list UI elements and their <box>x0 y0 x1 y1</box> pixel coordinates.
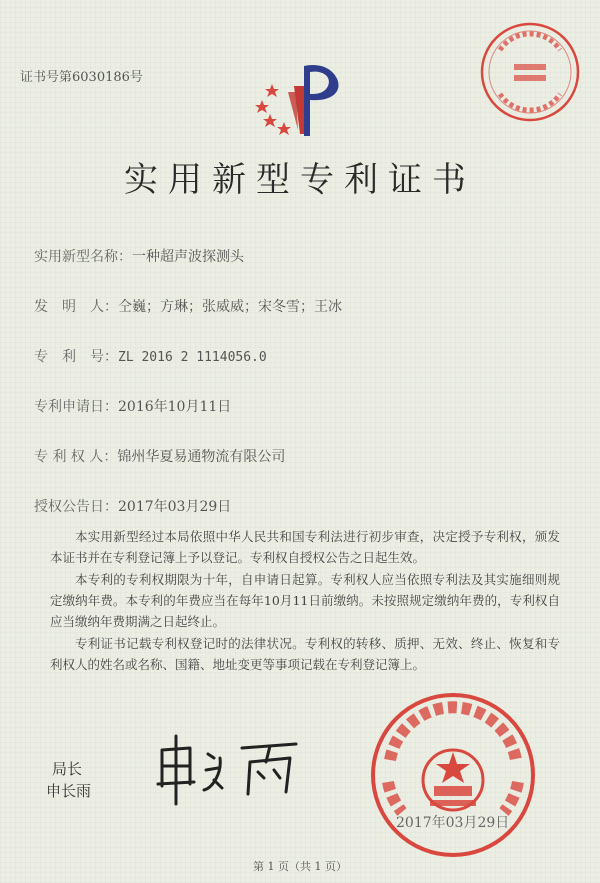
patentee-row <box>34 446 285 466</box>
filing-date-label: 专利申请日： <box>34 399 118 415</box>
handwritten-signature-icon <box>150 728 310 808</box>
patentee-label: 专 利 权 人： <box>34 449 118 465</box>
body-paragraph-1: 本实用新型经过本局依照中华人民共和国专利法进行初步审查，决定授予专利权，颁发本证书并在专利登记簿上予以登记。专利权自授权公告之日起生效。 <box>50 529 560 565</box>
certificate-title: 实用新型专利证书 <box>124 160 476 200</box>
filing-date-row <box>34 396 231 416</box>
body-paragraph-3: 专利证书记载专利权登记时的法律状况。专利权的转移、质押、无效、终止、恢复和专利权人的姓名或名称、国籍、地址变更等事项记载在专利登记簿上。 <box>50 636 560 672</box>
inventor-label: 发 明 人： <box>34 299 118 315</box>
patent-office-logo-icon <box>248 56 358 146</box>
utility-model-name-value: 一种超声波探测头 <box>132 249 244 265</box>
announcement-date-value: 2017年03月29日 <box>118 499 232 515</box>
announcement-date-label: 授权公告日： <box>34 499 118 515</box>
inventor-value: 仝巍；方琳；张威威；宋冬雪；王冰 <box>118 299 342 315</box>
agency-seal-icon <box>478 20 582 124</box>
patentee-value: 锦州华夏易通物流有限公司 <box>117 449 286 465</box>
announcement-date-row <box>34 496 231 516</box>
signatory-title: 局长 <box>52 760 83 778</box>
body-paragraph-2: 本专利的专利权期限为十年，自申请日起算。专利权人应当依照专利法及其实施细则规定缴纳年费。本专利的年费应当在每年10月11日前缴纳。未按照规定缴纳年费的，专利权自应当缴纳年费期满之日起终止。 <box>50 572 560 629</box>
national-ip-office-seal-icon <box>368 690 538 860</box>
utility-model-name-label: 实用新型名称： <box>34 249 132 265</box>
certificate-number: 证书号第6030186号 <box>20 70 143 85</box>
patent-number-label: 专 利 号： <box>34 349 118 365</box>
filing-date-value: 2016年10月11日 <box>118 399 232 415</box>
certificate-body <box>50 526 560 676</box>
patent-number-row <box>34 346 267 366</box>
inventor-row <box>34 296 342 316</box>
signatory-name: 申长雨 <box>46 782 92 800</box>
utility-model-name-row <box>34 246 244 266</box>
patent-number-value: ZL 2016 2 1114056.0 <box>118 350 267 365</box>
seal-date: 2017年03月29日 <box>396 815 510 831</box>
page-footer: 第 1 页（共 1 页） <box>253 860 347 873</box>
